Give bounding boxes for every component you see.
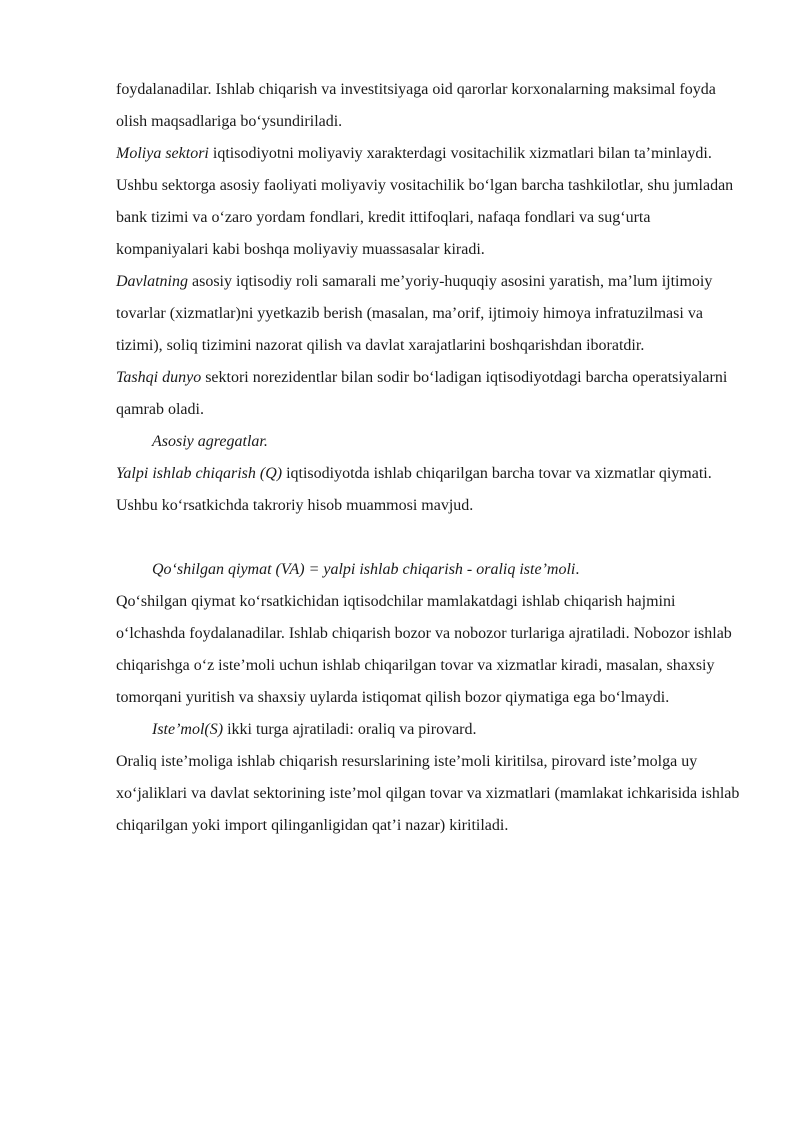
heading-text: Asosiy agregatlar. bbox=[152, 433, 268, 450]
paragraph-value-added bbox=[116, 586, 740, 714]
paragraph-intermediate-final bbox=[116, 746, 740, 842]
paragraph-text: ikki turga ajratiladi: oraliq va pirovard. bbox=[223, 721, 477, 738]
term-gross-output: Yalpi ishlab chiqarish (Q) bbox=[116, 465, 283, 482]
paragraph-text: iqtisodiyotni moliyaviy xarakterdagi vositachilik xizmatlari bilan ta’minlaydi. Ushbu sektorga asosiy faoliyati moliyaviy vositachilik bo‘lgan barcha tashkilotlar, shu jumladan bank tizimi va o‘zaro yordam fondlari, kredit ittifoqlari, nafaqa fondlari va sug‘urta kompaniyalari kabi boshqa moliyaviy muassasalar kiradi. bbox=[116, 145, 734, 258]
document-body bbox=[116, 74, 740, 842]
paragraph-consumption bbox=[116, 714, 740, 746]
section-heading-aggregates bbox=[116, 426, 740, 458]
formula-value-added: Qo‘shilgan qiymat (VA) = yalpi ishlab chiqarish - oraliq iste’moli. bbox=[152, 561, 580, 578]
paragraph-gross-output bbox=[116, 458, 740, 522]
term-rest-of-world: Tashqi dunyo bbox=[116, 369, 202, 386]
paragraph-government bbox=[116, 266, 740, 362]
paragraph-text: foydalanadilar. Ishlab chiqarish va investitsiyaga oid qarorlar korxonalarning maksimal foyda olish maqsadlariga bo‘ysundiriladi. bbox=[116, 81, 716, 130]
term-government: Davlatning bbox=[116, 273, 188, 290]
formula-text: Qo‘shilgan qiymat (VA) = yalpi ishlab chiqarish - oraliq iste’moli bbox=[152, 561, 576, 578]
term-consumption: Iste’mol(S) bbox=[152, 721, 224, 738]
blank-line bbox=[116, 522, 740, 554]
paragraph-text: Qo‘shilgan qiymat ko‘rsatkichidan iqtisodchilar mamlakatdagi ishlab chiqarish hajmini o‘lchashda foydalanadilar. Ishlab chiqarish bozor va nobozor turlariga ajratiladi. Nobozor ishlab chiqarishga o‘z iste’moli uchun ishlab chiqarilgan tovar va xizmatlar kiradi, masalan, shaxsiy tomorqani yuritish va shaxsiy uylarda istiqomat qilish bozor qiymatiga ega bo‘lmaydi. bbox=[116, 593, 732, 706]
term-financial-sector: Moliya sektori bbox=[116, 145, 209, 162]
paragraph-text: Oraliq iste’moliga ishlab chiqarish resurslarining iste’moli kiritilsa, pirovard iste’molga uy xo‘jaliklari va davlat sektorining iste’mol qilgan tovar va xizmatlari (mamlakat ichkarisida ishlab chiqarilgan yoki import qilinganligidan qat’i nazar) kiritiladi. bbox=[116, 753, 740, 834]
paragraph-text: asosiy iqtisodiy roli samarali me’yoriy-huquqiy asosini yaratish, ma’lum ijtimoiy tovarlar (xizmatlar)ni yyetkazib berish (masalan, ma’orif, ijtimoiy himoya infratuzilmasi va tizimi), soliq tizimini nazorat qilish va davlat xarajatlarini boshqarishdan iboratdir. bbox=[116, 273, 713, 354]
paragraph-text: iqtisodiyotda ishlab chiqarilgan barcha tovar va xizmatlar qiymati. Ushbu ko‘rsatkichda takroriy hisob muammosi mavjud. bbox=[116, 465, 712, 514]
paragraph-continuation bbox=[116, 74, 740, 138]
paragraph-text: sektori norezidentlar bilan sodir bo‘ladigan iqtisodiyotdagi barcha operatsiyalarni qamrab oladi. bbox=[116, 369, 728, 418]
paragraph-rest-of-world bbox=[116, 362, 740, 426]
paragraph-financial-sector bbox=[116, 138, 740, 266]
